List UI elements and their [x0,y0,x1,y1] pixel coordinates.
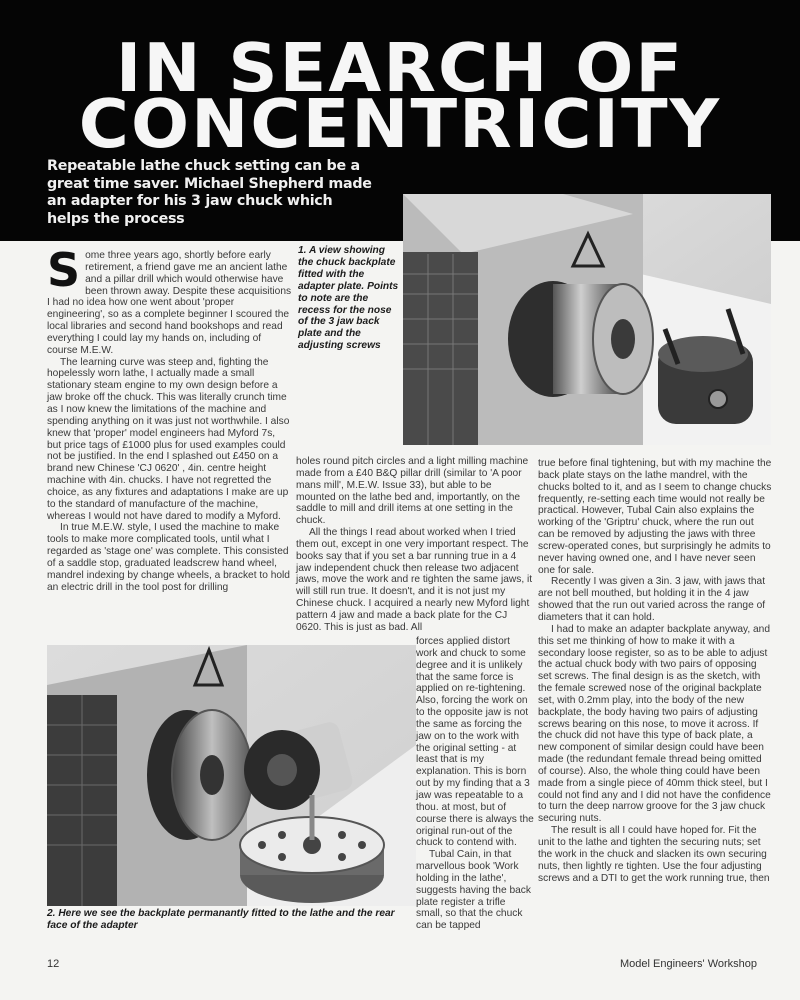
paragraph: The result is all I could have hoped for. Fit the unit to the lathe and tighten the securing nuts; set the work in the chuck and slacken its own securing nuts, then lightly re tighten. Use the four adjusting screws and a DTI to get the work running true, then [538,825,770,884]
paragraph: Tubal Cain, in that marvellous book 'Work holding in the lathe', suggests having the back plate register a trifle small, so that the chuck can be tapped [416,849,531,932]
title-line-1: IN SEARCH OF [115,29,685,107]
body-column-2 [296,456,533,634]
article-title [0,29,800,163]
figure-1-caption: 1. A view showing the chuck backplate fitted with the adapter plate. Points to note are the recess for the nose of the 3 jaw back plate and the adjusting screws [298,245,399,352]
paragraph: Some three years ago, shortly before early retirement, a friend gave me an ancient lathe and a pillar drill which would otherwise have been thrown away. Despite these acquisitions I had no idea how one went about 'proper engineering', so as a complete beginner I scoured the local libraries and second hand bookshops and read everything I could lay my hands on, including of course M.E.W. [47,243,292,356]
page-number: 12 [47,958,60,970]
body-column-2-narrow [416,636,534,932]
paragraph: I had to make an adapter backplate anyway, and this set me thinking of how to make it with a secondary loose register, so as to be able to adjust the actual chuck body with two pairs of opposing set screws. The final design is as the sketch, with the female screwed nose of the original backplate set, with 0.2mm play, into the body of the new backplate, the body having two pairs of adjusting screws bearing on this nose, to move it across. If the chuck did not have this type of back plate, a new component of similar design could have been made (the redundant female thread being omitted of course). Also, the whole thing could have been made from a single piece of 40mm thick steel, but I could not find any and I did not have the confidence to turn the deep narrow groove for the 3 jaw chuck securing nuts. [538,623,771,825]
body-column-3 [538,458,772,884]
paragraph: true before final tightening, but with my machine the back plate stays on the lathe mandrel, with the chucks bolted to it, and as I seem to change chucks frequently, re-setting each time would not really be practical. However, Tubal Cain also explains the working of the 'Griptru' chuck, where the run out can be removed by adjusting the jaws with three screw-operated cones, but surprisingly he admits to never having owned one, and I have never seen one for sale. [538,458,772,576]
standfirst: Repeatable lathe chuck setting can be a great time saver. Michael Shepherd made an adapter for his 3 jaw chuck which helps the process [47,158,372,227]
backplate-adapter-photo-icon [47,645,416,906]
magazine-name: Model Engineers' Workshop [620,958,758,970]
paragraph: forces applied distort work and chuck to some degree and it is unlikely that the same force is applied on re-tightening. Also, forcing the work on to the opposite jaw is not the same as forcing the jaw on to the work with the original setting - at least that is my explanation. This is born out by my finding that a 3 jaw was repeatable to a thou. at most, but of course there is always the original run-out of the chuck to contend with. [416,636,534,849]
figure-2-caption: 2. Here we see the backplate permanantly fitted to the lathe and the rear face of the adapter [47,908,395,931]
figure-2-photo [47,645,416,906]
paragraph: Recently I was given a 3in. 3 jaw, with jaws that are not bell mouthed, but holding it in the 4 jaw showed that the run out varied across the range of diameters that it can hold. [538,576,766,623]
figure-1-photo [403,194,771,445]
drop-cap: S [47,243,81,297]
paragraph: In true M.E.W. style, I used the machine to make tools to make more complicated tools, until what I regarded as 'stage one' was complete. This consisted of a saddle stop, graduated leadscrew hand wheel, mandrel indexing by change wheels, a bracket to hold an electric drill in the tool post for drilling [47,522,290,593]
paragraph: The learning curve was steep and, fighting the hopelessly worn lathe, I actually made a small stationary steam engine to my own design before a jaw broke off the chuck. This was literally crunch time as I now knew the limitations of the machine and spending anything on it was just not worthwhile. I also knew that 'proper' model engineers had Myford 7s, but price tags of £1000 plus for used examples could not be justified. In the end I splashed out £450 on a brand new Chinese 'CJ 0620' , 4in. centre height machine with 4in. chucks. I have not regretted the choice, as any fixtures and adaptations I make are up to the standard of manufacture of the machine, whereas I would not have dared to modify a Myford. [47,356,290,522]
paragraph: All the things I read about worked when I tried them out, except in one very important respect. The books say that if you set a bar running true in a 4 jaw independent chuck then release two adjacent jaws, move the work and re tighten the same jaws, it will still run true. It doesn't, and it is not just my Chinese chuck. I acquired a nearly new Myford light pattern 4 jaw and made a back plate for the CJ 0620. This is just as bad. All [296,527,533,633]
title-line-2: CONCENTRICITY [78,85,722,163]
lathe-chuck-photo-icon [403,194,771,445]
body-column-1 [47,243,292,593]
paragraph: holes round pitch circles and a light milling machine made from a £40 B&Q pillar drill (similar to 'A poor mans mill', M.E.W. Issue 33), but able to be mounted on the lathe bed and, importantly, on the saddle to mill and drill items at one setting in the chuck. [296,456,529,527]
